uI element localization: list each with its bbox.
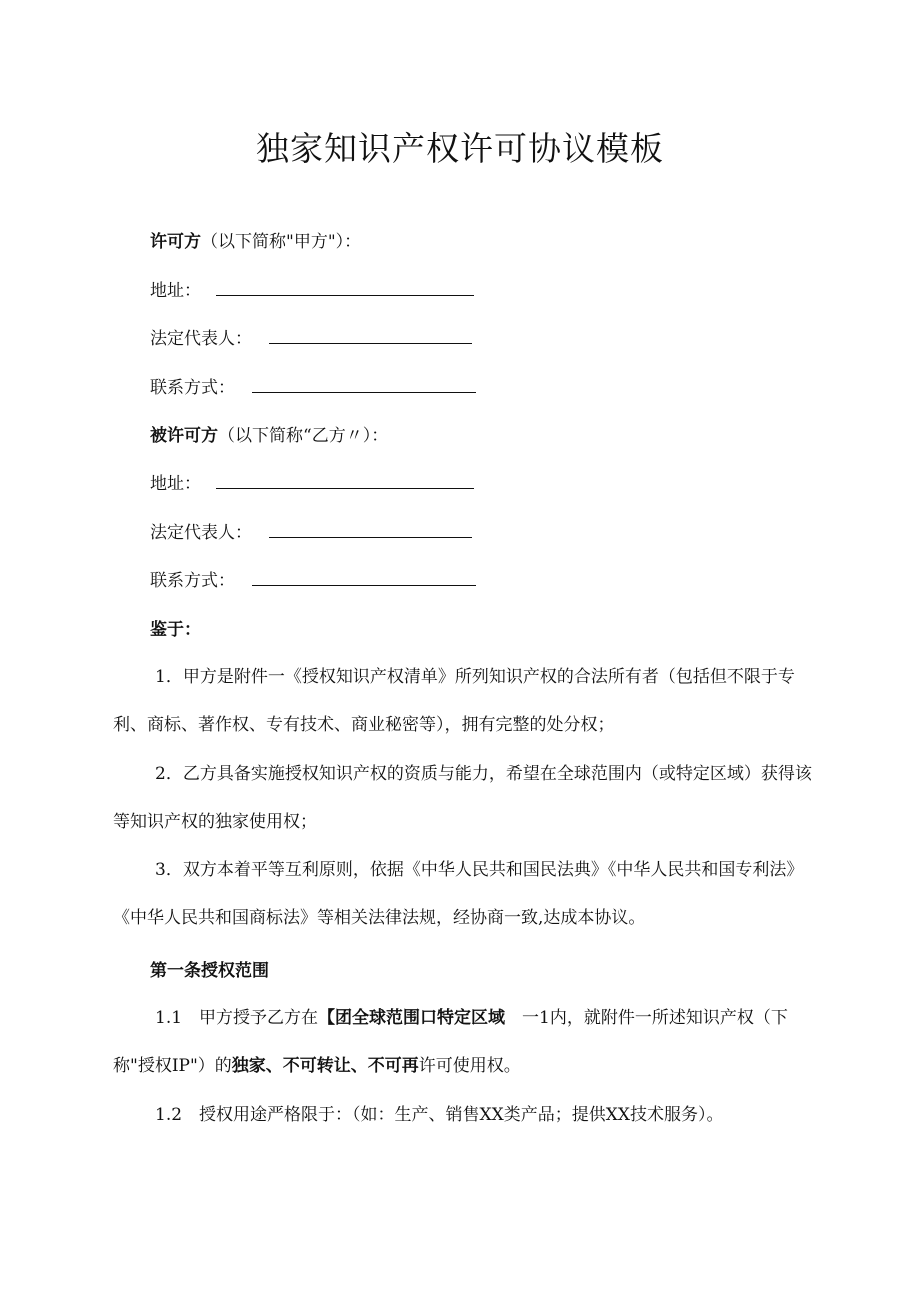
licensor-rep-label: 法定代表人： [150, 329, 252, 349]
licensee-rep-label: 法定代表人： [150, 523, 252, 543]
licensor-label: 许可方 [150, 232, 201, 252]
whereas-heading: 鉴于： [150, 620, 201, 640]
licensor-address-row [150, 278, 474, 304]
clause-1-1-region: 【团全球范围口特定区域 [318, 1008, 506, 1028]
licensee-label: 被许可方 [150, 426, 218, 446]
licensee-rep-field[interactable] [269, 522, 472, 538]
clause-1-2: 1.2 授权用途严格限于：（如：生产、销售XX类产品；提供XX技术服务）。 [155, 1105, 724, 1125]
article-1-heading: 第一条授权范围 [150, 961, 269, 981]
licensee-contact-label: 联系方式： [150, 571, 235, 591]
licensor-rep-row [150, 326, 472, 352]
licensee-label-note: （以下简称“乙方〃）： [218, 426, 389, 446]
licensor-contact-field[interactable] [252, 377, 476, 393]
licensee-address-row [150, 471, 474, 497]
licensee-address-label: 地址： [150, 474, 201, 494]
licensee-line [150, 423, 388, 449]
licensor-contact-label: 联系方式： [150, 378, 235, 398]
licensee-contact-row [150, 568, 476, 594]
whereas-item-2: 2．乙方具备实施授权知识产权的资质与能力，希望在全球范围内（或特定区域）获得该等知识产权的独家使用权； [113, 764, 812, 832]
clause-1-1-terms: 独家、不可转让、不可再 [231, 1056, 419, 1076]
licensee-rep-row [150, 520, 472, 546]
whereas-item-3: 3．双方本着平等互利原则，依据《中华人民共和国民法典》《中华人民共和国专利法》《中华人民共和国商标法》等相关法律法规，经协商一致,达成本协议。 [113, 860, 804, 928]
document-title: 独家知识产权许可协议模板 [256, 129, 664, 168]
licensee-contact-field[interactable] [252, 570, 476, 586]
licensor-label-note: （以下简称"甲方"）： [201, 232, 362, 252]
clause-1-1-middle: 一1内，就附件一所述知识产权（下称"授权IP"）的 [113, 1008, 788, 1076]
clause-1-1-prefix: 1.1 甲方授予乙方在 [155, 1008, 319, 1028]
licensor-address-field[interactable] [216, 280, 474, 296]
clause-1-1-suffix: 许可使用权。 [418, 1056, 521, 1076]
licensee-address-field[interactable] [216, 473, 474, 489]
licensor-rep-field[interactable] [269, 328, 472, 344]
licensor-line [150, 229, 361, 255]
clause-1-1 [113, 994, 828, 1090]
whereas-item-1: 1．甲方是附件一《授权知识产权清单》所列知识产权的合法所有者（包括但不限于专利、商标、著作权、专有技术、商业秘密等），拥有完整的处分权； [113, 667, 795, 735]
licensor-address-label: 地址： [150, 281, 201, 301]
licensor-contact-row [150, 375, 476, 401]
